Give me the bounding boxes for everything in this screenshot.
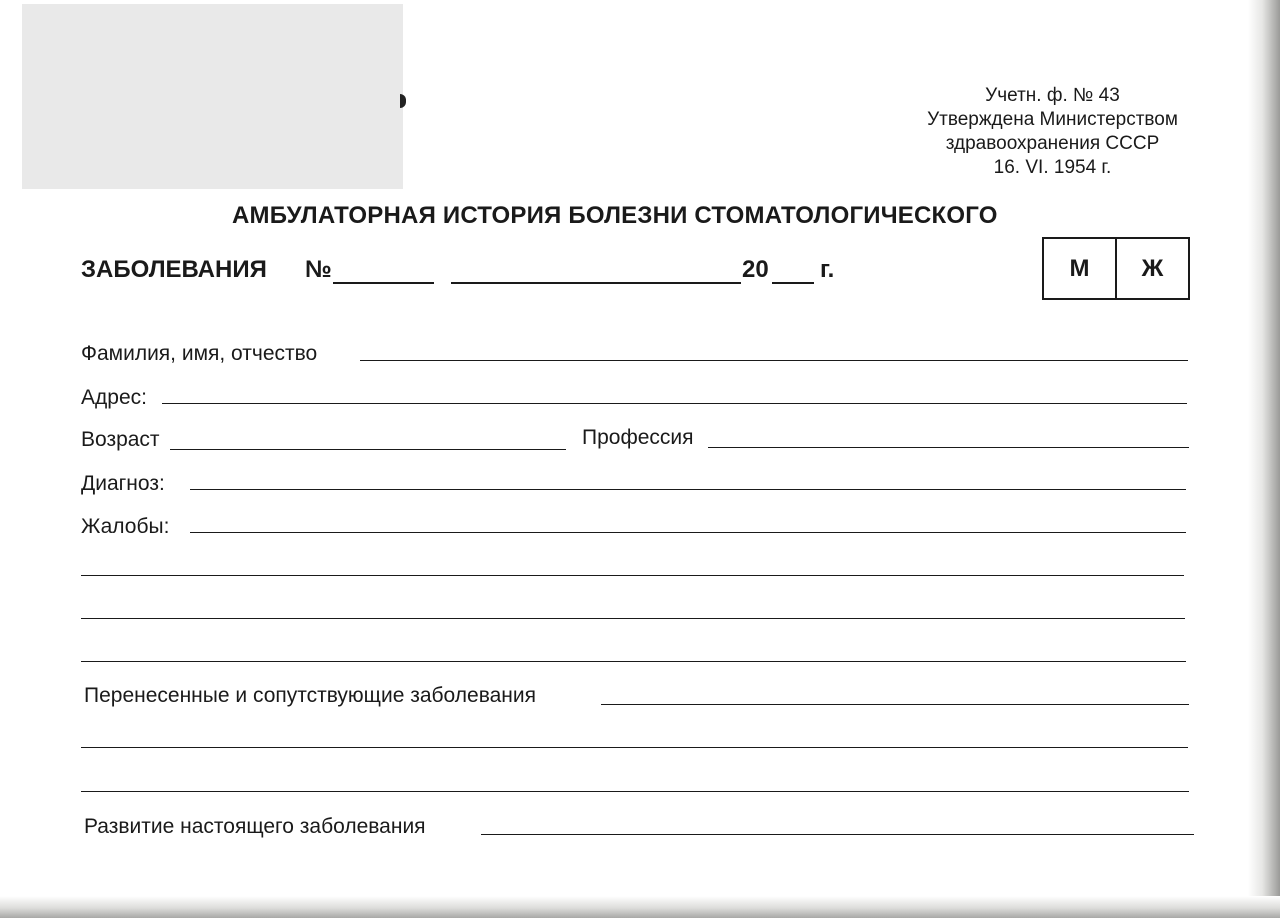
complaints-label: Жалобы: <box>81 515 170 538</box>
form-title-continued: ЗАБОЛЕВАНИЯ <box>81 256 267 283</box>
number-sign: № <box>305 256 332 283</box>
age-field[interactable] <box>170 449 566 450</box>
diagnosis-label: Диагноз: <box>81 472 165 495</box>
redacted-area <box>22 4 403 189</box>
complaints-extra-line[interactable] <box>81 618 1185 619</box>
form-title: АМБУЛАТОРНАЯ ИСТОРИЯ БОЛЕЗНИ СТОМАТОЛОГИЧЕСКОГО <box>232 202 998 229</box>
past-diseases-extra-line[interactable] <box>81 747 1188 748</box>
current-disease-label: Развитие настоящего заболевания <box>84 815 426 838</box>
form-number: Учетн. ф. № 43 <box>985 85 1120 106</box>
profession-label: Профессия <box>582 426 694 449</box>
sex-selector <box>1042 237 1190 300</box>
age-label: Возраст <box>81 428 160 451</box>
record-number-field[interactable] <box>333 282 434 284</box>
page-edge-right <box>1248 0 1280 918</box>
ministry-line: здравоохранения СССР <box>945 133 1160 154</box>
full-name-label: Фамилия, имя, отчество <box>81 342 318 365</box>
sex-male-cell[interactable]: М <box>1069 254 1090 282</box>
record-date-field[interactable] <box>451 282 741 284</box>
address-field[interactable] <box>162 403 1187 404</box>
past-diseases-label: Перенесенные и сопутствующие заболевания <box>84 684 536 707</box>
past-diseases-extra-line[interactable] <box>81 791 1189 792</box>
complaints-field[interactable] <box>190 532 1186 533</box>
approval-block <box>880 84 1225 180</box>
year-suffix: г. <box>820 256 835 283</box>
sex-female-cell[interactable]: Ж <box>1115 239 1188 298</box>
full-name-field[interactable] <box>360 360 1188 361</box>
approval-line: Утверждена Министерством <box>927 109 1178 130</box>
address-label: Адрес: <box>81 386 147 409</box>
year-field[interactable] <box>772 282 814 284</box>
page-edge-bottom <box>0 896 1280 918</box>
year-prefix: 20 <box>742 256 769 283</box>
current-disease-field[interactable] <box>481 834 1194 835</box>
diagnosis-field[interactable] <box>190 489 1186 490</box>
complaints-extra-line[interactable] <box>81 575 1184 576</box>
past-diseases-field[interactable] <box>601 704 1189 705</box>
profession-field[interactable] <box>708 447 1189 448</box>
approval-date: 16. VI. 1954 г. <box>993 157 1112 178</box>
complaints-extra-line[interactable] <box>81 661 1186 662</box>
